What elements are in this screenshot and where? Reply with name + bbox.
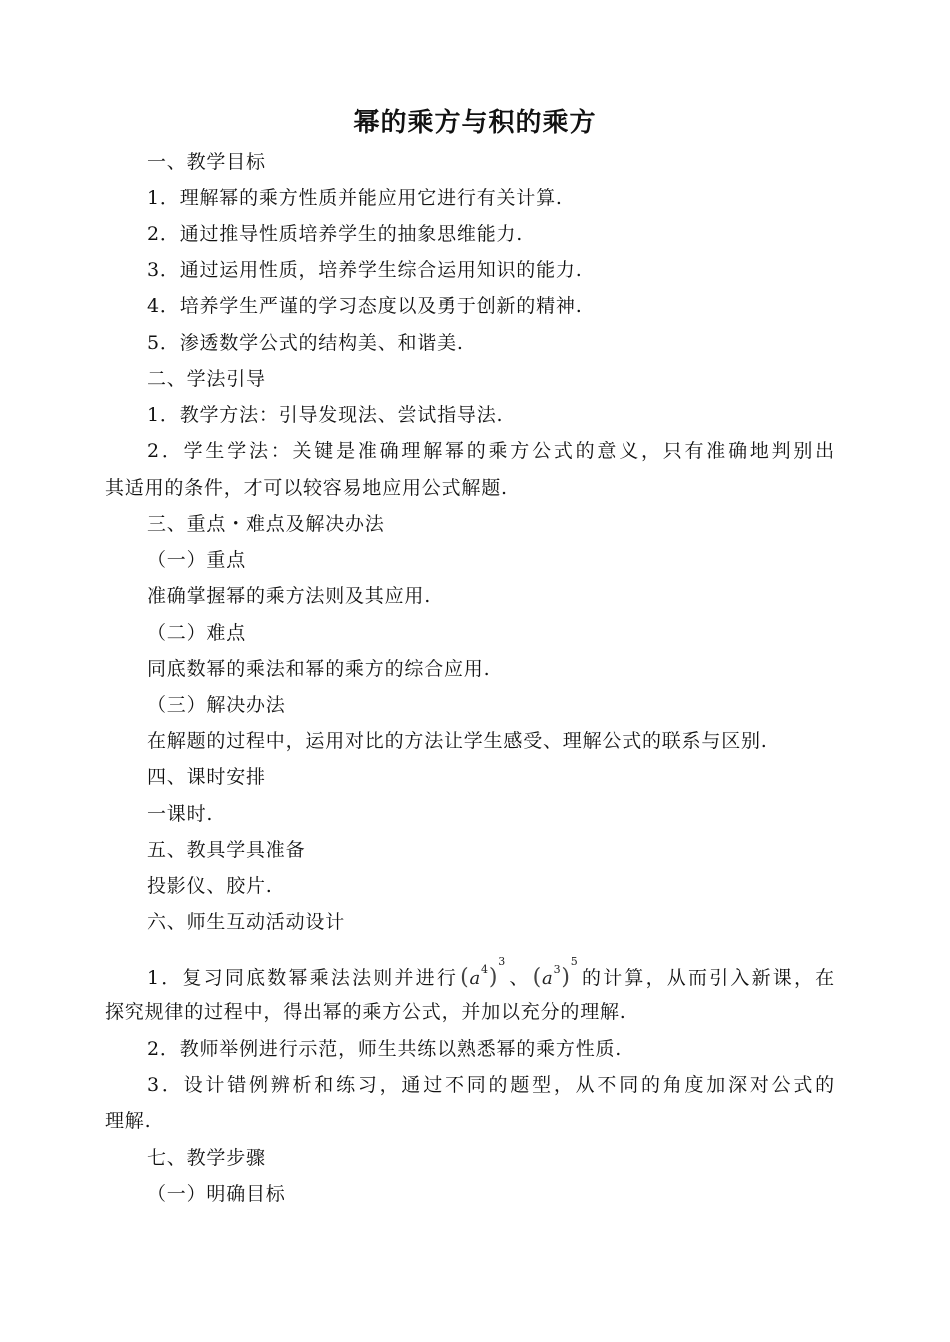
method-item-1: 1．教学方法：引导发现法、尝试指导法.	[147, 404, 504, 426]
objective-item-4: 4．培养学生严谨的学习态度以及勇于创新的精神.	[147, 295, 583, 317]
activity-item-1-tail: 的计算，从而引入新课，在	[580, 967, 835, 989]
objective-item-3: 3．通过运用性质，培养学生综合运用知识的能力.	[147, 259, 583, 281]
formula-1-inner-exponent: 4	[481, 963, 489, 976]
method-item-2-continuation: 其适用的条件，才可以较容易地应用公式解题.	[105, 477, 508, 499]
activity-item-1-continuation: 探究规律的过程中，得出幂的乘方公式，并加以充分的理解.	[105, 1001, 627, 1023]
power-formula-2: $(a^3)^5$	[532, 955, 579, 990]
solution-text: 在解题的过程中，运用对比的方法让学生感受、理解公式的联系与区别.	[147, 730, 768, 752]
activity-item-3: 3．设计错例辨析和练习，通过不同的题型，从不同的角度加深对公式的	[147, 1074, 835, 1096]
objective-item-1: 1．理解幂的乘方性质并能应用它进行有关计算.	[147, 187, 563, 209]
section-heading-steps: 七、教学步骤	[147, 1147, 266, 1169]
objective-item-2: 2．通过推导性质培养学生的抽象思维能力.	[147, 223, 524, 245]
activity-item-1-lead: 1．复习同底数幂乘法法则并进行	[147, 967, 459, 989]
subheading-clear-goals: （一）明确目标	[147, 1183, 286, 1205]
formula-2-outer-exponent: 5	[570, 955, 579, 968]
difficulty-text: 同底数幂的乘法和幂的乘方的综合应用.	[147, 658, 491, 680]
subheading-difficulty: （二）难点	[147, 622, 247, 644]
section-heading-method: 二、学法引导	[147, 368, 266, 390]
activity-item-3-continuation: 理解.	[105, 1110, 152, 1132]
formula-1-base: a	[469, 968, 482, 989]
power-formula-1: $(a^4)^3$	[460, 955, 507, 990]
schedule-text: 一课时.	[147, 803, 214, 825]
section-heading-tools: 五、教具学具准备	[147, 839, 306, 861]
formula-2-base: a	[542, 968, 554, 989]
section-heading-objectives: 一、教学目标	[147, 151, 266, 173]
subheading-solution: （三）解决办法	[147, 694, 286, 716]
document-title: 幂的乘方与积的乘方	[353, 108, 597, 138]
formula-1-outer-exponent: 3	[498, 955, 507, 968]
tools-text: 投影仪、胶片.	[147, 875, 273, 897]
activity-item-2: 2．教师举例进行示范，师生共练以熟悉幂的乘方性质.	[147, 1038, 623, 1060]
key-point-text: 准确掌握幂的乘方法则及其应用.	[147, 585, 432, 607]
section-heading-activities: 六、师生互动活动设计	[147, 911, 346, 933]
section-heading-schedule: 四、课时安排	[147, 766, 266, 788]
section-heading-keypoints: 三、重点・难点及解决办法	[147, 513, 385, 535]
subheading-key-point: （一）重点	[147, 549, 247, 571]
activity-item-1	[147, 955, 835, 991]
formula-separator: 、	[508, 967, 531, 989]
formula-2-inner-exponent: 3	[553, 963, 562, 976]
method-item-2: 2．学生学法：关键是准确理解幂的乘方公式的意义，只有准确地判别出	[147, 440, 835, 462]
objective-item-5: 5．渗透数学公式的结构美、和谐美.	[147, 332, 464, 354]
